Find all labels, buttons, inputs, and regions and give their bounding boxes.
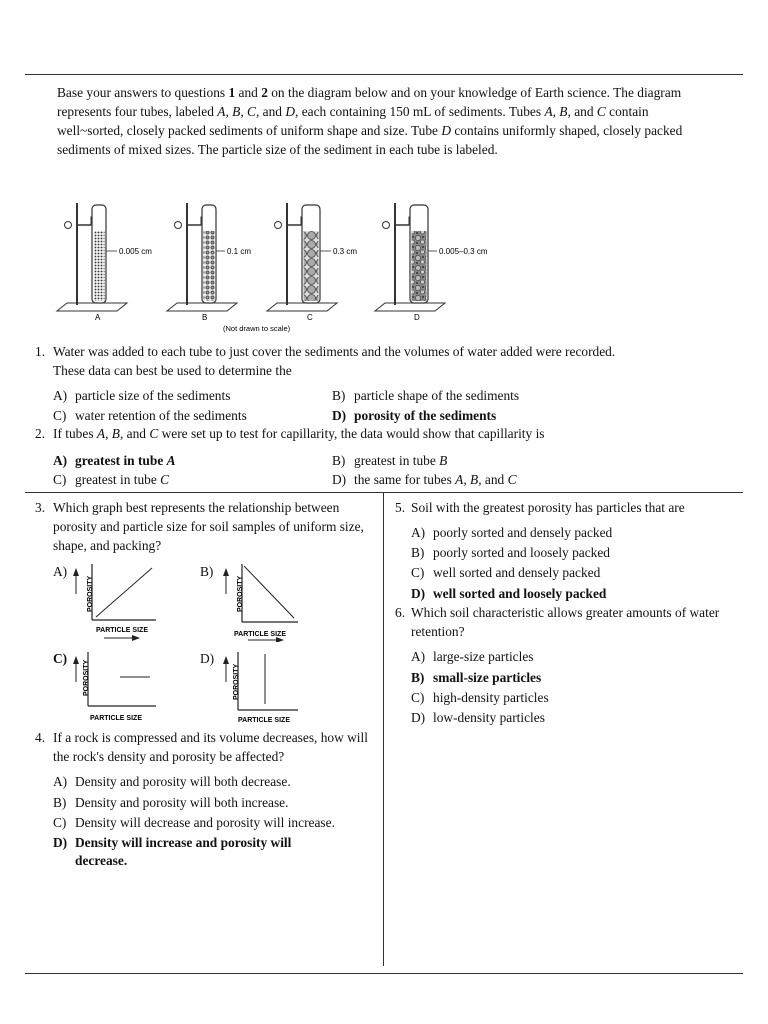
graph-a-ylabel: POROSITY	[87, 575, 94, 612]
q3-graph-c-letter-answer[interactable]: C)	[53, 651, 68, 666]
q3-text: Which graph best represents the relationship between porosity and particle size for soil samples of uniform size, shape, and packing?	[53, 500, 364, 553]
q1-option-d-answer[interactable]: D) porosity of the sediments	[332, 408, 497, 423]
graph-a-xlabel: PARTICLE SIZE	[96, 627, 148, 634]
tube-b	[167, 203, 237, 311]
q1-option-c[interactable]: C) water retention of the sediments	[53, 408, 247, 423]
q5-option-c[interactable]: C) well sorted and densely packed	[411, 565, 601, 580]
q4-option-c[interactable]: C) Density will decrease and porosity will increase.	[53, 815, 335, 830]
q5-option-b[interactable]: B) poorly sorted and loosely packed	[411, 545, 611, 560]
q3-graph-d[interactable]	[222, 648, 322, 730]
q6-option-c[interactable]: C) high-density particles	[411, 690, 549, 705]
graph-b-line	[244, 566, 294, 618]
graph-d-xlabel: PARTICLE SIZE	[238, 717, 290, 724]
tube-a-size: 0.005 cm	[119, 247, 152, 256]
q5-option-d-answer[interactable]: D) well sorted and loosely packed	[411, 586, 607, 601]
q6-option-a[interactable]: A) large-size particles	[411, 649, 534, 664]
graph-d-ylabel: POROSITY	[233, 663, 240, 700]
q2-option-a-answer[interactable]: A) greatest in tube A	[53, 453, 176, 468]
sediment-tubes-diagram	[55, 195, 515, 335]
q6-number: 6.	[395, 605, 406, 620]
q3-number: 3.	[35, 500, 46, 515]
q6-option-d[interactable]: D) low-density particles	[411, 710, 545, 725]
q3-graph-c[interactable]	[72, 648, 172, 730]
column-divider	[383, 493, 384, 966]
bottom-rule	[25, 973, 743, 974]
q1-option-a[interactable]: A) particle size of the sediments	[53, 388, 231, 403]
tube-a-label: A	[95, 313, 101, 322]
q4-option-d-answer[interactable]: D) Density will increase and porosity will decrease.	[53, 835, 292, 868]
q2-option-b[interactable]: B) greatest in tube B	[332, 453, 448, 468]
q4-text: If a rock is compressed and its volume decreases, how will the rock's density and porosity be affected?	[53, 730, 368, 764]
graph-b-xlabel: PARTICLE SIZE	[234, 631, 286, 638]
tube-d-label: D	[414, 313, 420, 322]
q4-option-b[interactable]: B) Density and porosity will both increase.	[53, 795, 289, 810]
q1-text: Water was added to each tube to just cover the sediments and the volumes of water added were recorded. These data can best be used to determine the	[53, 344, 616, 378]
mid-rule	[25, 492, 743, 493]
tube-c-label: C	[307, 313, 313, 322]
q6-text: Which soil characteristic allows greater amounts of water retention?	[411, 605, 720, 639]
graph-a-line	[96, 568, 152, 617]
tube-a	[57, 203, 127, 311]
q1-option-b[interactable]: B) particle shape of the sediments	[332, 388, 520, 403]
q3-graph-a-letter[interactable]: A)	[53, 564, 68, 579]
q2-text: If tubes A, B, and C were set up to test for capillarity, the data would show that capillarity is	[53, 426, 545, 441]
q3-graph-b-letter[interactable]: B)	[200, 564, 214, 579]
tube-d-size: 0.005–0.3 cm	[439, 247, 488, 256]
q2-option-c[interactable]: C) greatest in tube C	[53, 472, 170, 487]
top-rule	[25, 74, 743, 75]
graph-c-xlabel: PARTICLE SIZE	[90, 715, 142, 722]
q3-graph-d-letter[interactable]: D)	[200, 651, 215, 666]
tube-b-size: 0.1 cm	[227, 247, 252, 256]
q2-number: 2.	[35, 426, 46, 441]
q6-option-b-answer[interactable]: B) small-size particles	[411, 670, 542, 685]
q5-option-a[interactable]: A) poorly sorted and densely packed	[411, 525, 613, 540]
q3-graph-b[interactable]	[222, 560, 322, 642]
intro-paragraph: Base your answers to questions 1 and 2 on the diagram below and on your knowledge of Earth science. The diagram represents four tubes, labeled A, B, C, and D, each containing 150 mL of sediments. Tubes A, B, and C contain well~sorted, closely packed sediments of uniform shape and size. Tube D contains uniformly shaped, closely packed sediments of mixed sizes. The particle size of the sediment in each tube is labeled.	[57, 85, 683, 157]
tube-d	[375, 203, 445, 311]
q4-number: 4.	[35, 730, 46, 745]
graph-c-ylabel: POROSITY	[83, 659, 90, 696]
q5-number: 5.	[395, 500, 406, 515]
q2-option-d[interactable]: D) the same for tubes A, B, and C	[332, 472, 517, 487]
q3-graph-a[interactable]	[72, 560, 172, 642]
tube-b-label: B	[202, 313, 208, 322]
tube-c	[267, 203, 337, 311]
tube-c-size: 0.3 cm	[333, 247, 358, 256]
diagram-note: (Not drawn to scale)	[223, 324, 291, 333]
graph-b-ylabel: POROSITY	[237, 575, 244, 612]
q4-option-a[interactable]: A) Density and porosity will both decrease.	[53, 774, 291, 789]
q5-text: Soil with the greatest porosity has particles that are	[411, 500, 685, 515]
q1-number: 1.	[35, 344, 46, 359]
